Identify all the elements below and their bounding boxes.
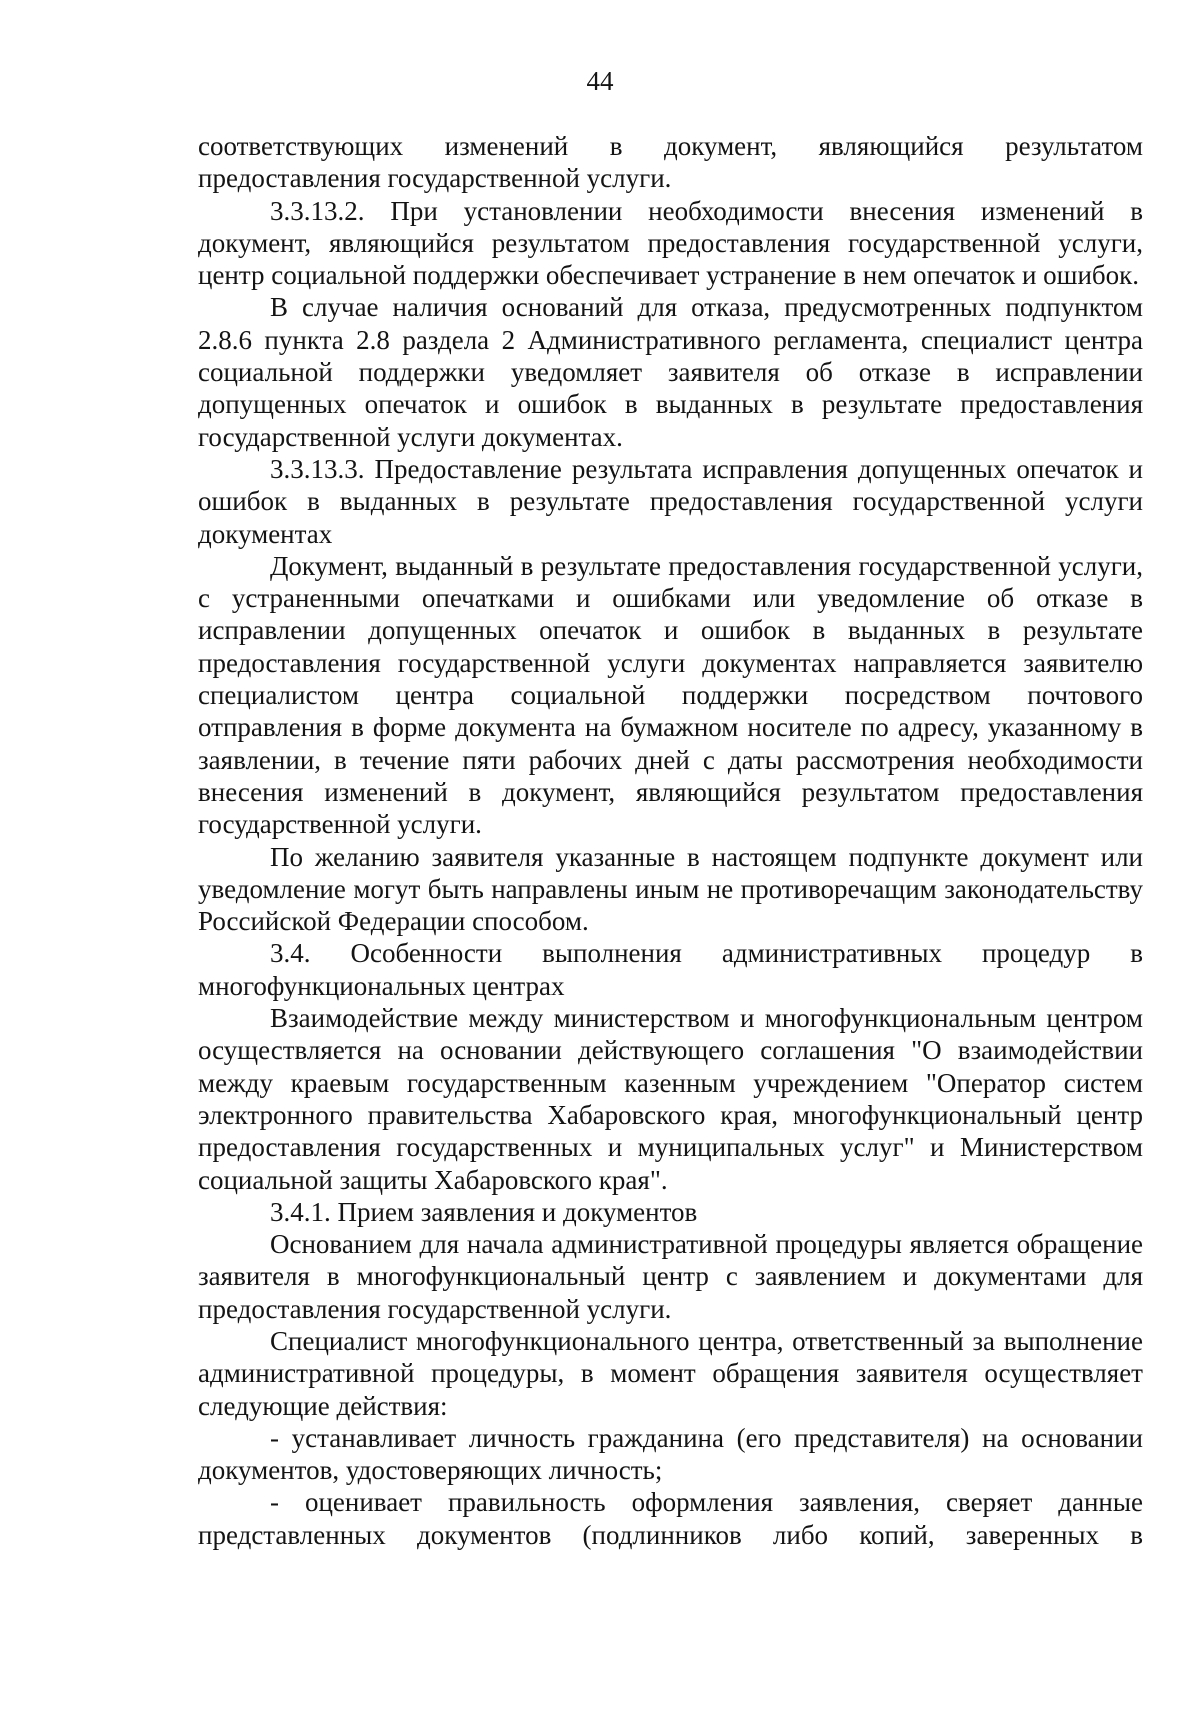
paragraph: соответствующих изменений в документ, являющийся результатом предоставления государственной услуги. bbox=[198, 131, 1143, 194]
paragraph: По желанию заявителя указанные в настоящем подпункте документ или уведомление могут быть направлены иным не противоречащим законодательству Российской Федерации способом. bbox=[198, 841, 1143, 937]
paragraph: Специалист многофункционального центра, ответственный за выполнение административной процедуры, в момент обращения заявителя осуществляет следующие действия: bbox=[198, 1325, 1143, 1421]
paragraph: - оценивает правильность оформления заявления, сверяет данные представленных документов (подлинников либо копий, заверенных в bbox=[198, 1487, 1143, 1550]
paragraph: - устанавливает личность гражданина (его представителя) на основании документов, удостоверяющих личность; bbox=[198, 1422, 1143, 1486]
paragraph: Документ, выданный в результате предоставления государственной услуги, с устраненными опечатками и ошибками или уведомление об отказе в исправлении допущенных опечаток и ошибок в выданных в результате предоставления государственной услуги документах направляется заявителю специалистом центра социальной поддержки посредством почтового отправления в форме документа на бумажном носителе по адресу, указанному в заявлении, в течение пяти рабочих дней с даты рассмотрения необходимости внесения изменений в документ, являющийся результатом предоставления государственной услуги. bbox=[198, 550, 1143, 840]
paragraph: 3.4.1. Прием заявления и документов bbox=[270, 1196, 698, 1227]
paragraph: 3.4. Особенности выполнения административных процедур в многофункциональных центрах bbox=[198, 938, 1143, 1001]
paragraph: 3.3.13.2. При установлении необходимости внесения изменений в документ, являющийся результатом предоставления государственной услуги, центр социальной поддержки обеспечивает устранение в нем опечаток и ошибок. bbox=[198, 195, 1143, 291]
paragraph: 3.3.13.3. Предоставление результата исправления допущенных опечаток и ошибок в выданных в результате предоставления государственной услуги документах bbox=[198, 453, 1143, 549]
paragraph: Взаимодействие между министерством и многофункциональным центром осуществляется на основании действующего соглашения "О взаимодействии между краевым государственным казенным учреждением "Оператор систем электронного правительства Хабаровского края, многофункциональный центр предоставления государственных и муниципальных услуг" и Министерством социальной защиты Хабаровского края". bbox=[198, 1003, 1143, 1195]
paragraph: В случае наличия оснований для отказа, предусмотренных подпунктом 2.8.6 пункта 2.8 раздела 2 Административного регламента, специалист центра социальной поддержки уведомляет заявителя об отказе в исправлении допущенных опечаток и ошибок в выданных в результате предоставления государственной услуги документах. bbox=[198, 292, 1143, 452]
page-body bbox=[198, 130, 1143, 1551]
paragraph: Основанием для начала административной процедуры является обращение заявителя в многофункциональный центр с заявлением и документами для предоставления государственной услуги. bbox=[198, 1229, 1143, 1324]
page-number: 44 bbox=[586, 66, 614, 96]
